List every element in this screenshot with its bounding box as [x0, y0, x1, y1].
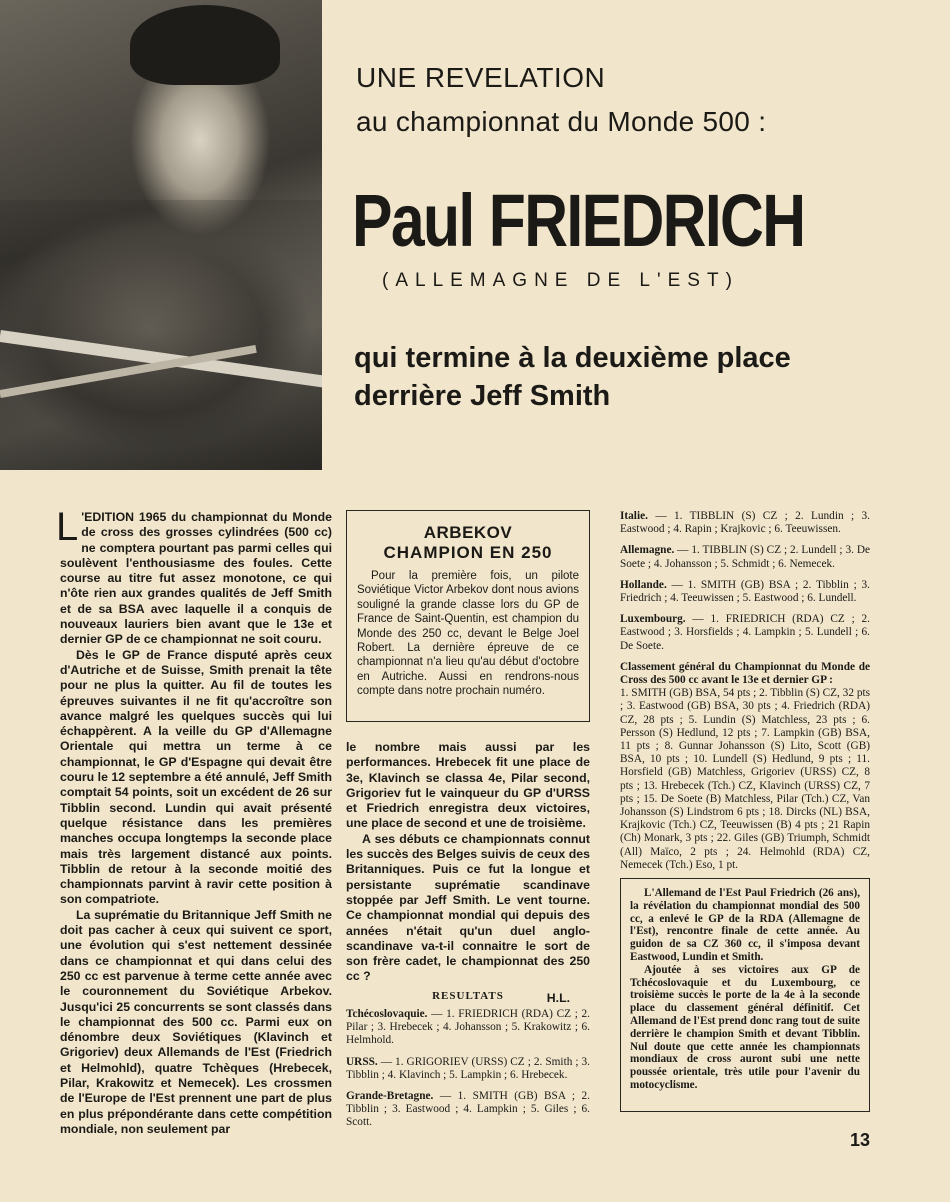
article-column-2 [346, 740, 590, 1006]
page-number: 13 [850, 1130, 871, 1150]
friedrich-box [620, 878, 870, 1112]
article-paragraph: A ses débuts ce championnats connut les succès des Belges suivis de ceux des Britanniques. Puis ce fut la longue et persistante suprématie scandinave stoppée par Jeff Smith. Le vent tourne. Ce championnat mondial qui depuis des années n'était qu'un duel anglo-scandinave va-t-il connaitre le sort de son frère cadet, le championnat des 250 cc ? [346, 831, 590, 984]
headline-country: (ALLEMAGNE DE L'EST) [382, 270, 739, 291]
results-list-1 [346, 1008, 590, 1138]
author-signature: H.L. [546, 990, 570, 1005]
result-item [346, 1056, 590, 1082]
results-list-2 [620, 510, 870, 880]
box-subtitle: CHAMPION EN 250 [383, 543, 553, 562]
article-paragraph [56, 505, 332, 648]
headline-line2: au championnat du Monde 500 : [356, 106, 767, 137]
friedrich-box-paragraph: Ajoutée à ses victoires aux GP de Tchécoslovaquie et du Luxembourg, ce troisième succès le porte de la 4e à la seconde place du classement général définitif. Cet Allemand de l'Est prend donc rang tout de suite derrière le champion Smith et devant Tibblin. Nul doute que cette année les championnats mondiaux de cross auront subi une nette poussée orientale, très utile pour l'avenir du motocyclisme. [630, 963, 860, 1091]
result-text: — 1. TIBBLIN (S) CZ ; 2. Lundell ; 3. De Soete ; 4. Johansson ; 5. Schmidt ; 6. Nemecek. [620, 544, 870, 570]
dropcap: L [56, 505, 79, 549]
result-item [346, 1008, 590, 1048]
result-country: Grande-Bretagne. [346, 1090, 434, 1103]
headline-name: Paul FRIEDRICH [352, 179, 805, 262]
result-text: — 1. GRIGORIEV (URSS) CZ ; 2. Smith ; 3. Tibblin ; 4. Klavinch ; 5. Lampkin ; 6. Hrebecek. [346, 1055, 590, 1081]
friedrich-box-paragraph: L'Allemand de l'Est Paul Friedrich (26 ans), la révélation du championnat mondial des 500 cc, a enlevé le GP de la RDA (Allemagne de l'Est), rencontre finale de cette année. Au guidon de sa CZ 360 cc, il s'imposa devant Eastwood, Lundin et Smith. [630, 887, 860, 963]
result-country: Hollande. [620, 578, 667, 591]
headline-line3: qui termine à la deuxième place [354, 342, 791, 374]
article-column-1 [56, 505, 332, 1137]
standings [620, 661, 870, 872]
result-country: Italie. [620, 510, 648, 522]
result-item [346, 1090, 590, 1130]
rider-portrait-photo [0, 0, 322, 470]
result-text: — 1. FRIEDRICH (RDA) CZ ; 2. Eastwood ; 3. Horsfields ; 4. Lampkin ; 5. Lundell ; 6. De Soete. [620, 613, 870, 652]
result-item [620, 579, 870, 605]
box-body: Pour la première fois, un pilote Soviétique Victor Arbekov dont nous avions souligné la grande classe lors du GP de France de Saint-Quentin, est champion du Monde des 250 cc, devant le Belge Joel Robert. La dernière épreuve de ce championnat n'a lieu qu'au début d'octobre en Autriche. Aussi en rendrons-nous compte dans notre prochain numéro. [357, 570, 579, 698]
headline-line4: derrière Jeff Smith [354, 380, 611, 412]
result-country: Tchécoslovaquie. [346, 1008, 428, 1020]
photo-hair [130, 5, 280, 85]
result-text: — 1. FRIEDRICH (RDA) CZ ; 2. Pilar ; 3. Hrebecek ; 4. Johansson ; 5. Krakowitz ; 6. Helmhold. [346, 1008, 590, 1047]
article-text: 'EDITION 1965 du championnat du Monde de cross des grosses cylindrées (500 cc) ne comptera pourtant pas parmi celles qui soulèvent l'enthousiasme des foules. Cette course au titre fut assez monotone, ce qui n'ôte rien aux grandes qualités de Jeff Smith et de sa BSA avec laquelle il a conquis de nouveaux lauriers bien avant que le 13e et dernier GP de ce championnat ne soit couru. [60, 510, 332, 647]
photo-shirt [0, 200, 322, 470]
result-country: URSS. [346, 1055, 378, 1068]
arbekov-box [346, 510, 590, 722]
standings-title: Classement général du Championnat du Monde de Cross des 500 cc avant le 13e et dernier GP : [620, 660, 870, 687]
headline-line1: UNE REVELATION [356, 62, 606, 93]
result-country: Allemagne. [620, 544, 675, 557]
result-item [620, 510, 870, 536]
result-item [620, 613, 870, 653]
article-paragraph: Dès le GP de France disputé après ceux d'Autriche et de Suisse, Smith prenait la tête pour ne plus la quitter. Au fil de toutes les épreuves suivantes il ne fit qu'accroître son avance malgré les quelques succès qui lui échappèrent. A la veille du GP d'Allemagne Orientale qui mettra un terme à ce championnat, le GP d'Espagne qui devait être couru le 12 septembre a été annulé, Jeff Smith comptait 54 points, soit un excédent de 26 sur Tibblin second. Lundin qui avait présenté quelque résistance dans les premières manches occupa longtemps la seconde place mais très largement distancé aux points. Tibblin de retour à la seconde moitié des championnats parvint à ravir cette position à son compatriote. [60, 647, 332, 907]
result-text: — 1. SMITH (GB) BSA ; 2. Tibblin ; 3. Eastwood ; 4. Lampkin ; 5. Giles ; 6. Scott. [346, 1090, 590, 1129]
result-text: — 1. SMITH (GB) BSA ; 2. Tibblin ; 3. Friedrich ; 4. Teeuwissen ; 5. Eastwood ; 6. Lundell. [620, 578, 870, 605]
box-title: ARBEKOV [423, 523, 513, 542]
article-paragraph: le nombre mais aussi par les performances. Hrebecek fit une place de 3e, Klavinch se classa 4e, Pilar second, Grigoriev fut le vainqueur du GP d'URSS et Friedrich enregistra deux victoires, une place de second et une de troisième. [346, 740, 590, 831]
results-title: RESULTATS [432, 990, 504, 1002]
article-paragraph: La suprématie du Britannique Jeff Smith ne doit pas cacher à ceux qui suivent ce sport, une évolution qui s'est nettement dessinée dans ce championnat et qui dans celui des 250 cc est parvenue à terme cette année avec le couronnement du Soviétique Arbekov. Jusqu'ici 25 concurrents se sont classés dans le championnat des 500 cc. Parmi eux on dénombre deux Soviétiques (Klavinch et Grigoriev) deux Allemands de l'Est (Friedrich et Helmohld), quatre Tchèques (Hrebecek, Pilar, Krakowitz et Nemecek). Les crossmen de l'Europe de l'Est prennent une part de plus en plus prépondérante dans cette compétition mondiale, non seulement par [60, 907, 332, 1136]
result-country: Luxembourg. [620, 613, 686, 626]
result-item [620, 544, 870, 570]
result-text: — 1. TIBBLIN (S) CZ ; 2. Lundin ; 3. Eastwood ; 4. Rapin ; Krajkovic ; 6. Teeuwissen. [620, 510, 870, 536]
standings-text: 1. SMITH (GB) BSA, 54 pts ; 2. Tibblin (S) CZ, 32 pts ; 3. Eastwood (GB) BSA, 30 pts ; 4. Friedrich (RDA) CZ, 28 pts ; 5. Lundin (S) Matchless, 23 pts ; 6. Persson (S) Hedlund, 12 pts ; 7. Lampkin (GB) BSA, 11 pts ; 8. Gunnar Johansson (S) Lito, Scott (GB) BSA, 10 pts ; 10. Lundell (S) Hedlund, 9 pts ; 11. Horsfield (GB) Matchless, Grigoriev (URSS) CZ, 8 pts ; 13. Hrebecek (Tch.) CZ, Klavinch (URSS) CZ, 7 pts ; 15. De Soete (B) Matchless, Pilar (Tch.) CZ, Van Johansson (S) Lindstrom 6 pts ; 18. Dircks (NL) BSA, Krajkovic (Tch.) CZ, Teeuwissen (B) 4 pts ; 21 Rapin (Ch) Monark, 3 pts ; 22. Giles (GB) Triumph, Schmidt (All) Maïco, 2 pts ; 24. Helmohld (RDA) CZ, Nemecek (Tch.) Eso, 1 pt. [620, 687, 870, 871]
